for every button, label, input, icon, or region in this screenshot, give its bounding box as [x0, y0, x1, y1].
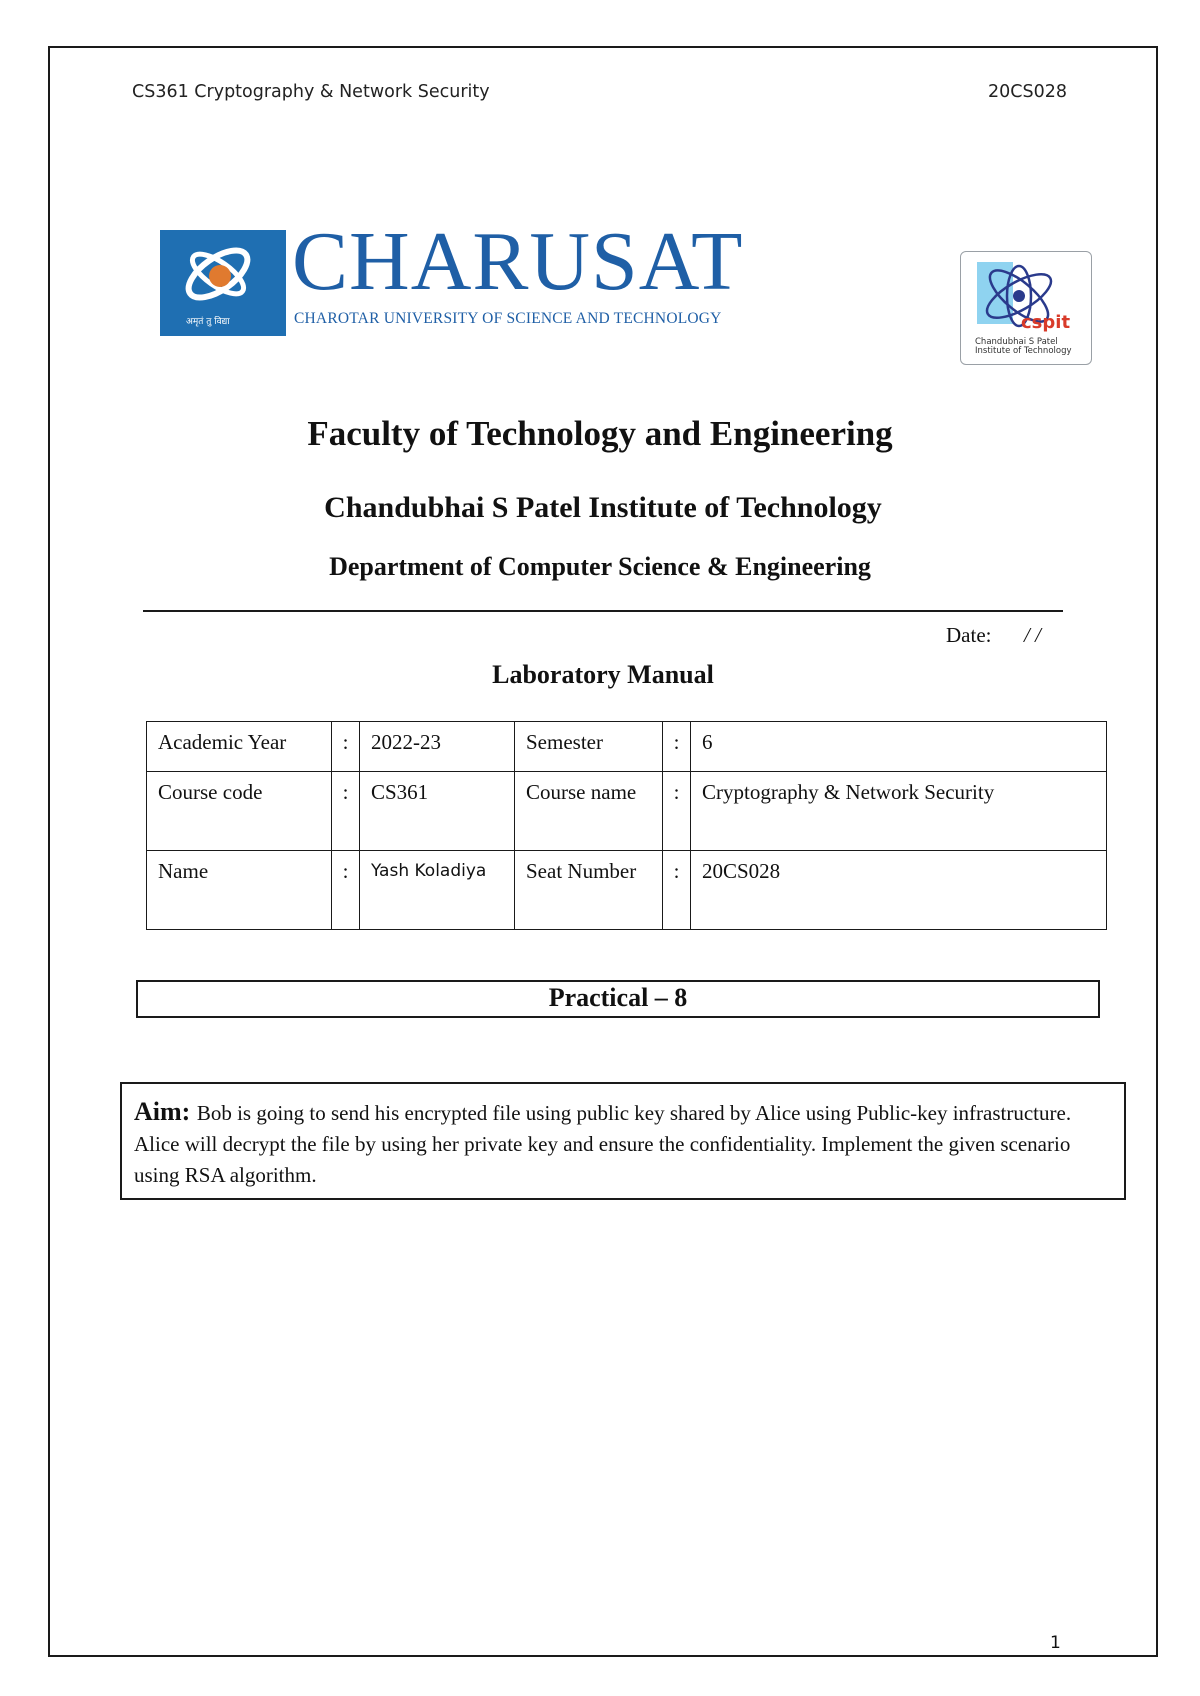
cspit-wordmark: cspit: [1021, 312, 1071, 333]
table-row: [147, 722, 1107, 772]
date-value: / /: [1024, 623, 1041, 647]
aim-box: [120, 1082, 1126, 1200]
date-label: Date:: [946, 623, 992, 647]
cspit-subtitle-line1: Chandubhai S Patel: [975, 337, 1058, 347]
header-roll-number: 20CS028: [988, 82, 1067, 102]
cspit-subtitle: [975, 338, 1072, 356]
charusat-subtitle: CHAROTAR UNIVERSITY OF SCIENCE AND TECHNOLOGY: [294, 310, 722, 327]
colon-separator: :: [663, 722, 691, 772]
course-code-label: Course code: [147, 772, 332, 851]
semester-label: Semester: [515, 722, 663, 772]
name-value: Yash Koladiya: [360, 851, 515, 930]
institute-heading: Chandubhai S Patel Institute of Technology: [324, 491, 882, 524]
charusat-logo: [160, 215, 744, 336]
aim-label: Aim:: [134, 1097, 197, 1126]
cspit-subtitle-line2: Institute of Technology: [975, 346, 1072, 356]
table-row: [147, 772, 1107, 851]
course-code-value: CS361: [360, 772, 515, 851]
seat-number-label: Seat Number: [515, 851, 663, 930]
page-number: 1: [1050, 1633, 1061, 1653]
name-label: Name: [147, 851, 332, 930]
charusat-wordmark: CHARUSAT: [292, 215, 744, 308]
colon-separator: :: [332, 851, 360, 930]
title-divider: [143, 610, 1063, 612]
header-course-title: CS361 Cryptography & Network Security: [132, 82, 490, 102]
colon-separator: :: [663, 772, 691, 851]
charusat-motto: अमृतं तु विद्या: [186, 317, 230, 327]
colon-separator: :: [332, 772, 360, 851]
academic-year-label: Academic Year: [147, 722, 332, 772]
seat-number-value: 20CS028: [691, 851, 1107, 930]
manual-title: Laboratory Manual: [492, 660, 714, 689]
department-heading: Department of Computer Science & Engineering: [329, 552, 871, 581]
faculty-heading: Faculty of Technology and Engineering: [307, 414, 893, 453]
course-name-value: Cryptography & Network Security: [691, 772, 1107, 851]
semester-value: 6: [691, 722, 1107, 772]
charusat-emblem-icon: [160, 230, 286, 336]
table-row: [147, 851, 1107, 930]
colon-separator: :: [332, 722, 360, 772]
cspit-logo: [960, 251, 1092, 365]
academic-year-value: 2022-23: [360, 722, 515, 772]
practical-title: Practical – 8: [136, 980, 1100, 1018]
aim-text: Bob is going to send his encrypted file using public key shared by Alice using Public-key infrastructure. Alice will decrypt the file by using her private key and ensure the confidentiality. Implement the given scenario using RSA algorithm.: [134, 1101, 1072, 1187]
course-info-table: [146, 721, 1107, 930]
course-name-label: Course name: [515, 772, 663, 851]
colon-separator: :: [663, 851, 691, 930]
